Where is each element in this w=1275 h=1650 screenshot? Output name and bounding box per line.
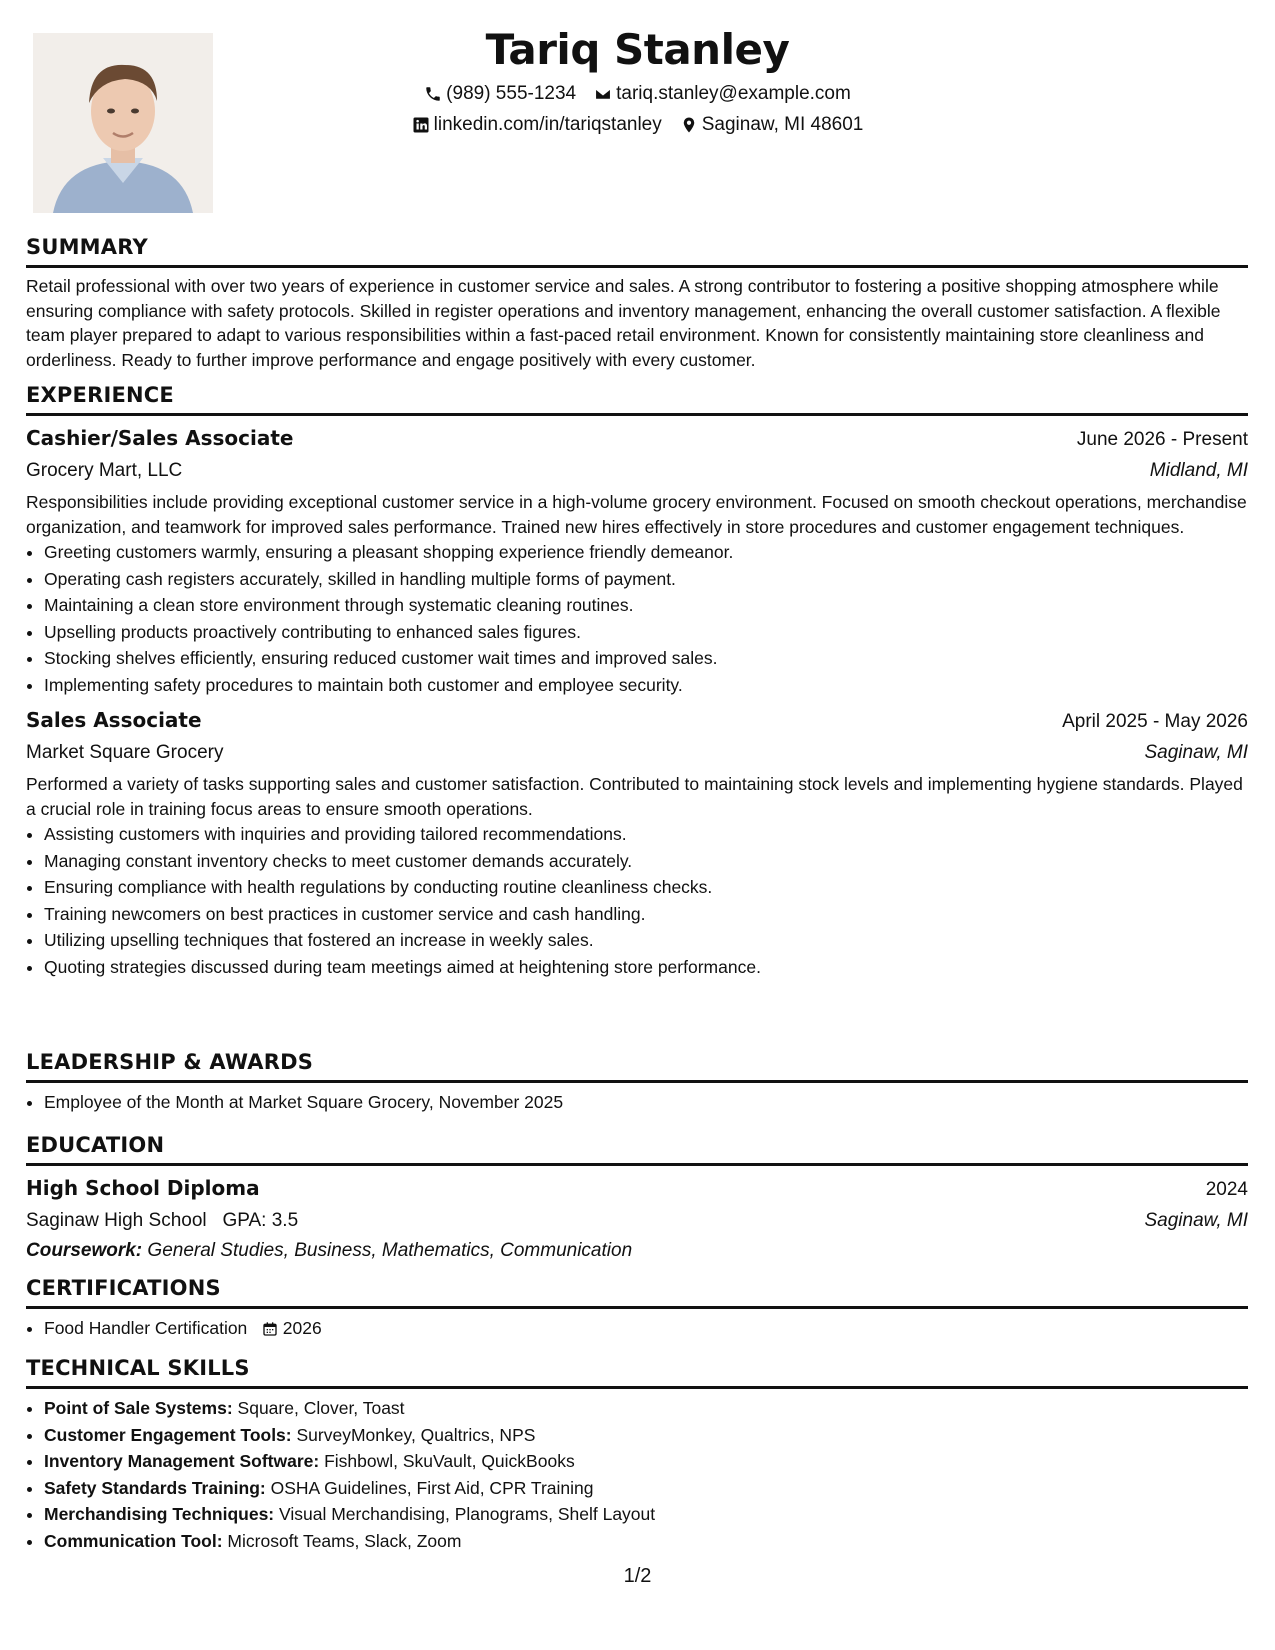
email-link[interactable]: tariq.stanley@example.com [616,83,851,104]
company-name: Market Square Grocery [26,742,224,763]
linkedin-icon [412,116,430,134]
contact-line-2 [0,109,1275,140]
job-dates: June 2026 - Present [1076,429,1248,450]
job-description: Responsibilities include providing exceptional customer service in a high-volume grocery environment. Focused on smooth checkout operations, merchandise organization, and teamwork for improved sales performance. Trained new hires effectively in store procedures and customer engagement techniques. [26,492,1247,537]
list-item [44,1422,1248,1449]
school-name: Saginaw High School [26,1210,207,1231]
linkedin-link[interactable]: linkedin.com/in/tariqstanley [433,114,662,135]
degree-title: High School Diploma [26,1176,260,1200]
certification-list [26,1315,1248,1342]
email-contact[interactable] [594,78,851,109]
certification-name: Food Handler Certification [44,1318,248,1338]
skills-list [26,1395,1248,1554]
certification-year: 2026 [282,1318,322,1338]
list-item: • Training newcomers on best practices in customer service and cash handling. [44,901,1248,928]
map-pin-icon [680,116,698,134]
coursework-label: Coursework: [26,1240,143,1261]
list-item [44,1501,1248,1528]
list-item [44,1475,1248,1502]
skill-label: Inventory Management Software: [44,1451,320,1471]
location-contact [680,109,864,140]
job-dates: April 2025 - May 2026 [1062,711,1248,732]
job-description: Performed a variety of tasks supporting sales and customer satisfaction. Contributed to maintaining stock levels and implementing hygiene standards. Played a crucial role in training focus areas to ensure smooth operations. [26,774,1243,819]
coursework-line [26,1236,1248,1266]
section-divider [26,1163,1248,1166]
section-divider [26,413,1248,416]
experience-section [26,381,1248,980]
job-location: Midland, MI [1149,460,1248,481]
job-entry [26,422,1248,698]
list-item: • Operating cash registers accurately, skilled in handling multiple forms of payment. [44,566,1248,593]
job-entry [26,704,1248,980]
phone-text: (989) 555-1234 [446,83,577,104]
skill-label: Safety Standards Training: [44,1477,266,1498]
section-divider [26,1386,1248,1389]
calendar-icon [262,1321,278,1337]
list-item: • Greeting customers warmly, ensuring a pleasant shopping experience friendly demeanor. [44,539,1248,566]
list-item: • Employee of the Month at Market Square Grocery, November 2025 [44,1089,1248,1116]
award-list [26,1089,1248,1116]
job-location: Saginaw, MI [1144,742,1248,763]
job-bullets [26,539,1248,698]
page-number: 1/2 [623,1565,652,1587]
summary-text: Retail professional with over two years of experience in customer service and sales. A strong contributor to fostering a positive shopping atmosphere while ensuring compliance with safety protocols. Skilled in register operations and inventory management, enhancing the overall customer satisfaction. A flexible team player prepared to adapt to various responsibilities within a fast-paced retail environment. Known for consistently maintaining store cleanliness and orderliness. Ready to further improve performance and engage positively with every customer. [26,276,1221,370]
list-item: • Assisting customers with inquiries and providing tailored recommendations. [44,821,1248,848]
skill-value: Square, Clover, Toast [237,1398,405,1418]
list-item [44,1315,1248,1342]
gpa: GPA: 3.5 [222,1210,299,1231]
skill-value: Visual Merchandising, Planograms, Shelf Layout [279,1504,656,1524]
section-title: EXPERIENCE [26,383,174,407]
leadership-section [26,1048,1248,1116]
list-item: • Ensuring compliance with health regulations by conducting routine cleanliness checks. [44,874,1248,901]
location-text: Saginaw, MI 48601 [701,114,864,135]
school-line [26,1206,298,1236]
job-bullets [26,821,1248,980]
phone-icon [424,85,442,103]
phone-contact [424,78,576,109]
skill-value: OSHA Guidelines, First Aid, CPR Training [270,1477,594,1498]
list-item: • Utilizing upselling techniques that fostered an increase in weekly sales. [44,927,1248,954]
summary-section [26,233,1248,372]
skill-value: Fishbowl, SkuVault, QuickBooks [324,1451,575,1471]
list-item [44,1448,1248,1475]
section-title: EDUCATION [26,1133,165,1157]
coursework-list: General Studies, Business, Mathematics, Communication [147,1240,633,1261]
list-item: • Managing constant inventory checks to meet customer demands accurately. [44,848,1248,875]
section-divider [26,265,1248,268]
skill-label: Point of Sale Systems: [44,1398,233,1418]
skill-value: Microsoft Teams, Slack, Zoom [227,1530,462,1551]
section-title: SUMMARY [26,235,148,259]
section-divider [26,1080,1248,1083]
list-item: • Maintaining a clean store environment through systematic cleaning routines. [44,592,1248,619]
envelope-icon [594,85,612,103]
section-title: CERTIFICATIONS [26,1276,221,1300]
skill-label: Customer Engagement Tools: [44,1424,292,1445]
company-name: Grocery Mart, LLC [26,460,183,481]
linkedin-contact[interactable] [412,109,662,140]
candidate-name: Tariq Stanley [485,25,790,74]
list-item [44,1395,1248,1422]
skills-section [26,1354,1248,1554]
education-section [26,1131,1248,1266]
list-item: • Quoting strategies discussed during team meetings aimed at heightening store performance. [44,954,1248,981]
skill-label: Merchandising Techniques: [44,1504,275,1524]
job-title: Sales Associate [26,708,202,732]
section-title: LEADERSHIP & AWARDS [26,1050,314,1074]
list-item: • Upselling products proactively contributing to enhanced sales figures. [44,619,1248,646]
school-location: Saginaw, MI [1144,1210,1248,1231]
list-item [44,1528,1248,1555]
resume-header [0,22,1275,140]
skill-label: Communication Tool: [44,1530,223,1551]
list-item: • Stocking shelves efficiently, ensuring reduced customer wait times and improved sales. [44,645,1248,672]
list-item: • Implementing safety procedures to maintain both customer and employee security. [44,672,1248,699]
section-divider [26,1306,1248,1309]
job-title: Cashier/Sales Associate [26,426,294,450]
section-title: TECHNICAL SKILLS [26,1356,250,1380]
contact-line-1 [0,78,1275,109]
skill-value: SurveyMonkey, Qualtrics, NPS [296,1424,536,1445]
certifications-section [26,1274,1248,1342]
graduation-year: 2024 [1205,1179,1248,1200]
